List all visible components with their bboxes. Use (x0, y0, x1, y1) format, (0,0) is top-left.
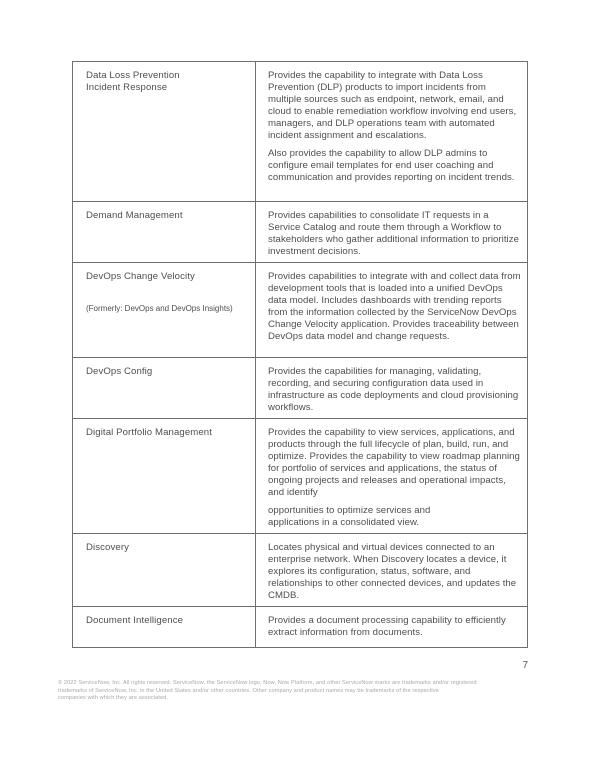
description-paragraph: Provides the capability to view services, applications, and products through the full lifecycle of plan, build, run, and optimize. Provides the capability to view roadmap planning for portfolio of services and applications, the status of ongoing projects and releases and operational impacts, and identify (268, 427, 520, 498)
description-paragraph: Also provides the capability to allow DLP admins to configure email templates for end user coaching and communication and provides reporting on incident trends. (268, 148, 515, 183)
description-paragraph: Provides capabilities to integrate with and collect data from development tools that is loaded into a unified DevOps data model. Includes dashboards with trending reports from the information collected by the ServiceNow DevOps Change Velocity application. Provides traceability between DevOps data model and change requests. (268, 271, 521, 342)
description-paragraph: Locates physical and virtual devices connected to an enterprise network. When Discovery locates a device, it explores its configuration, status, software, and relationships to other connected devices, and updates the CMDB. (268, 542, 517, 601)
description-paragraph: opportunities to optimize services and applications in a consolidated view. (268, 505, 431, 528)
products-table (72, 61, 528, 648)
description-paragraph: Provides the capability to integrate with Data Loss Prevention (DLP) products to import incidents from multiple sources such as endpoint, network, email, and cloud to enable remediation workflow involving end users, managers, and DLP operations team with automated incident assignment and escalations. (268, 70, 517, 141)
product-description-cell (256, 419, 527, 533)
product-name-cell (73, 534, 256, 606)
product-name-cell (73, 419, 256, 533)
product-description-cell (256, 534, 527, 606)
product-name: Document Intelligence (86, 615, 184, 626)
product-name-cell (73, 358, 256, 418)
product-description-cell (256, 62, 527, 201)
product-description-cell (256, 607, 527, 647)
product-name-cell (73, 607, 256, 647)
product-name: DevOps Config (86, 366, 153, 377)
product-name: Incident Response (86, 82, 168, 93)
product-name: Discovery (86, 542, 130, 553)
table-row (73, 262, 527, 357)
description-paragraph: Provides capabilities to consolidate IT requests in a Service Catalog and route them through a Workflow to stakeholders who gather additional information to prioritize investment decisions. (268, 210, 519, 257)
table-row (73, 606, 527, 647)
table-row (73, 62, 527, 201)
product-name-cell (73, 263, 256, 357)
table-row (73, 357, 527, 418)
legal-footer-line: trademarks of ServiceNow, Inc. in the United States and/or other countries. Other company and product names may be trademarks of the respective (58, 687, 439, 694)
table-row (73, 533, 527, 606)
product-name: Demand Management (86, 210, 183, 221)
product-name: Data Loss Prevention (86, 70, 180, 81)
product-name-cell (73, 62, 256, 201)
product-name: DevOps Change Velocity (86, 271, 195, 282)
description-paragraph: Provides the capabilities for managing, validating, recording, and securing configuration data used in infrastructure as code deployments and cloud provisioning workflows. (268, 366, 519, 413)
table-row (73, 201, 527, 262)
product-name-cell (73, 202, 256, 262)
page-number: 7 (522, 660, 528, 671)
legal-footer-line: companies with which they are associated. (58, 695, 169, 701)
product-description-cell (256, 202, 527, 262)
product-description-cell (256, 263, 527, 357)
description-paragraph: Provides a document processing capability to efficiently extract information from documents. (268, 615, 506, 638)
product-former-name: (Formerly: DevOps and DevOps Insights) (86, 304, 233, 313)
legal-footer-line: © 2022 ServiceNow, Inc. All rights reserved. ServiceNow, the ServiceNow logo, Now, Now Platform, and other ServiceNow marks are trademarks and/or registered (58, 680, 477, 686)
product-description-cell (256, 358, 527, 418)
product-name: Digital Portfolio Management (86, 427, 212, 438)
legal-footer (58, 680, 578, 703)
table-row (73, 418, 527, 533)
